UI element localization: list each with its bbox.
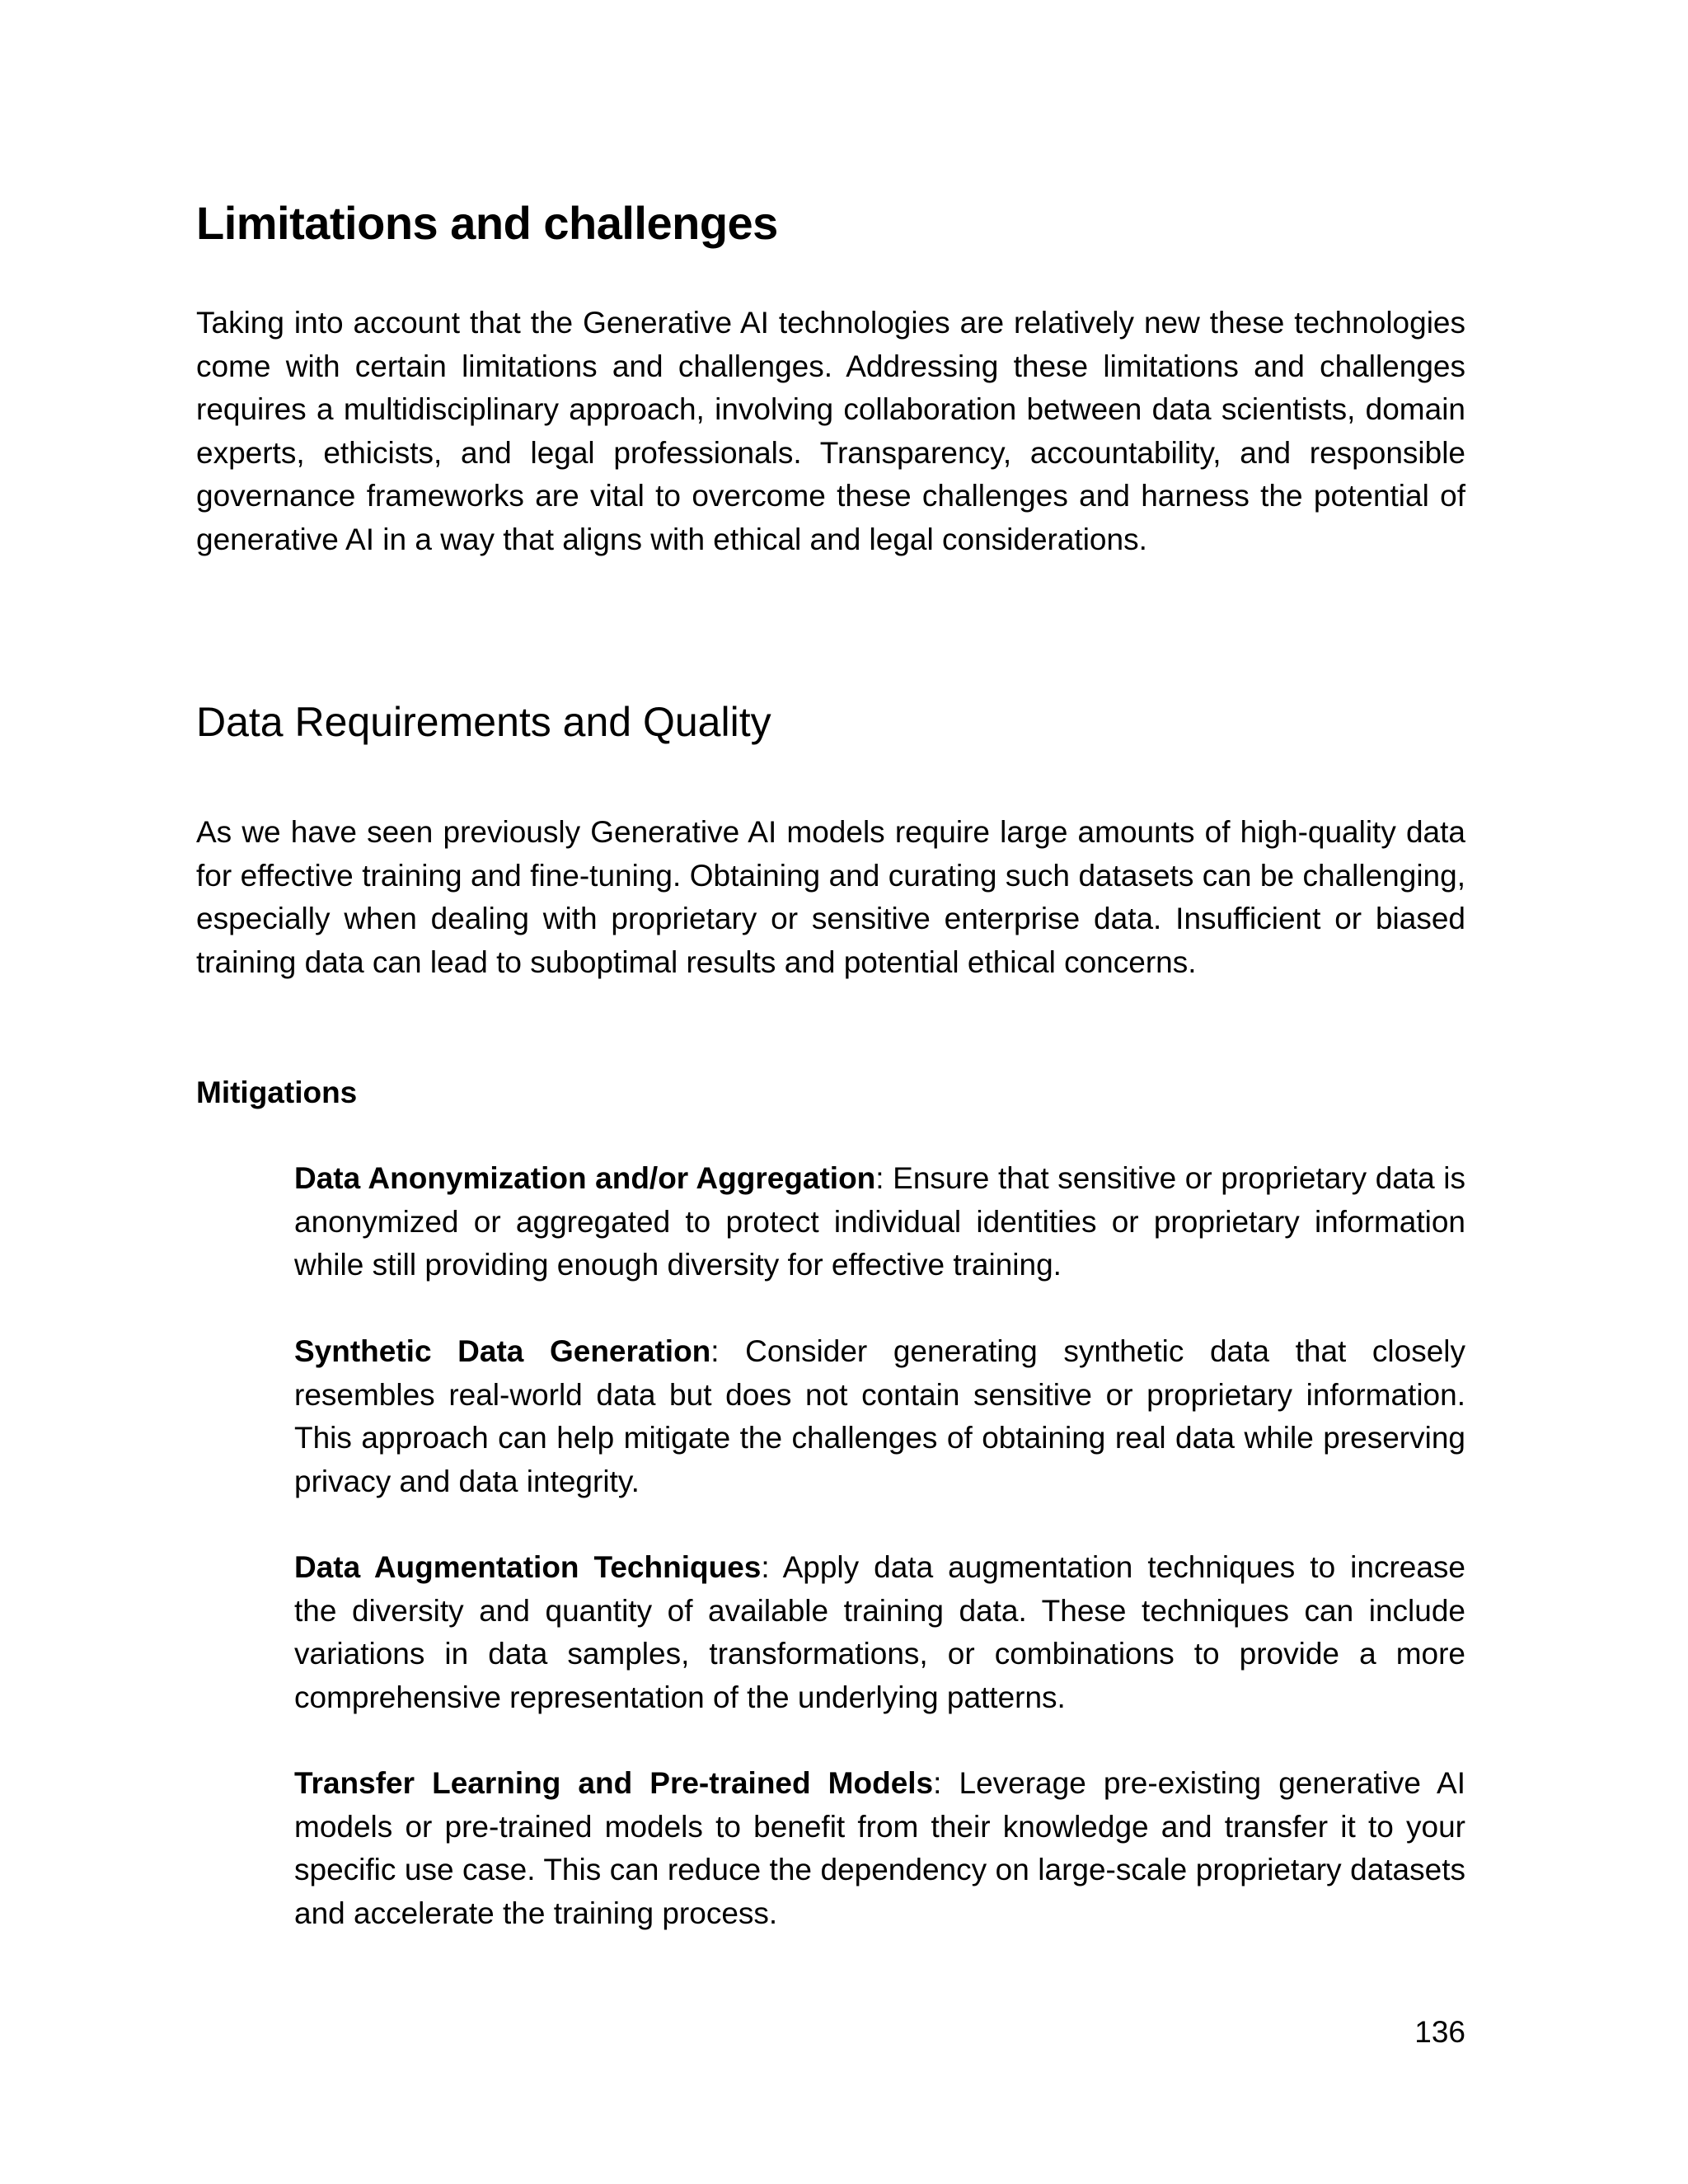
mitigation-description: : Leverage pre-existing generative AI models or pre-trained models to benefit from their knowledge and transfer it to your specific use case. This can reduce the dependency on large-scale proprietary datasets and accelerate the training process. <box>294 1766 1465 1930</box>
mitigation-item <box>294 1546 1465 1719</box>
subsection-paragraph: As we have seen previously Generative AI models require large amounts of high-quality data for effective training and fine-tuning. Obtaining and curating such datasets can be challenging, especially when dealing with proprietary or sensitive enterprise data. Insufficient or biased training data can lead to suboptimal results and potential ethical concerns. <box>196 815 1465 979</box>
mitigation-term: Data Augmentation Techniques <box>294 1550 762 1584</box>
mitigation-term: Transfer Learning and Pre-trained Models <box>294 1766 934 1800</box>
intro-paragraph: Taking into account that the Generative AI technologies are relatively new these technologies come with certain limitations and challenges. Addressing these limitations and challenges requires a multidisciplinary approach, involving collaboration between data scientists, domain experts, ethicists, and legal professionals. Transparency, accountability, and responsible governance frameworks are vital to overcome these challenges and harness the potential of generative AI in a way that aligns with ethical and legal considerations. <box>196 306 1465 556</box>
subsection-title: Data Requirements and Quality <box>196 699 771 745</box>
mitigation-description: : Consider generating synthetic data that closely resembles real-world data but does not contain sensitive or proprietary information. This approach can help mitigate the challenges of obtaining real data while preserving privacy and data integrity. <box>294 1334 1466 1498</box>
mitigation-item <box>294 1157 1465 1287</box>
section-title: Limitations and challenges <box>196 197 778 249</box>
mitigation-description: : Apply data augmentation techniques to increase the diversity and quantity of available training data. These techniques can include variations in data samples, transformations, or combinations to provide a more comprehensive representation of the underlying patterns. <box>294 1550 1465 1714</box>
mitigations-heading: Mitigations <box>196 1076 358 1109</box>
mitigation-description: : Ensure that sensitive or proprietary data is anonymized or aggregated to protect individual identities or proprietary information while still providing enough diversity for effective training. <box>294 1161 1465 1282</box>
page-number: 136 <box>1414 2015 1465 2049</box>
mitigation-item <box>294 1330 1465 1503</box>
mitigation-term: Synthetic Data Generation <box>294 1334 711 1368</box>
mitigation-term: Data Anonymization and/or Aggregation <box>294 1161 876 1195</box>
mitigation-item <box>294 1762 1465 1935</box>
